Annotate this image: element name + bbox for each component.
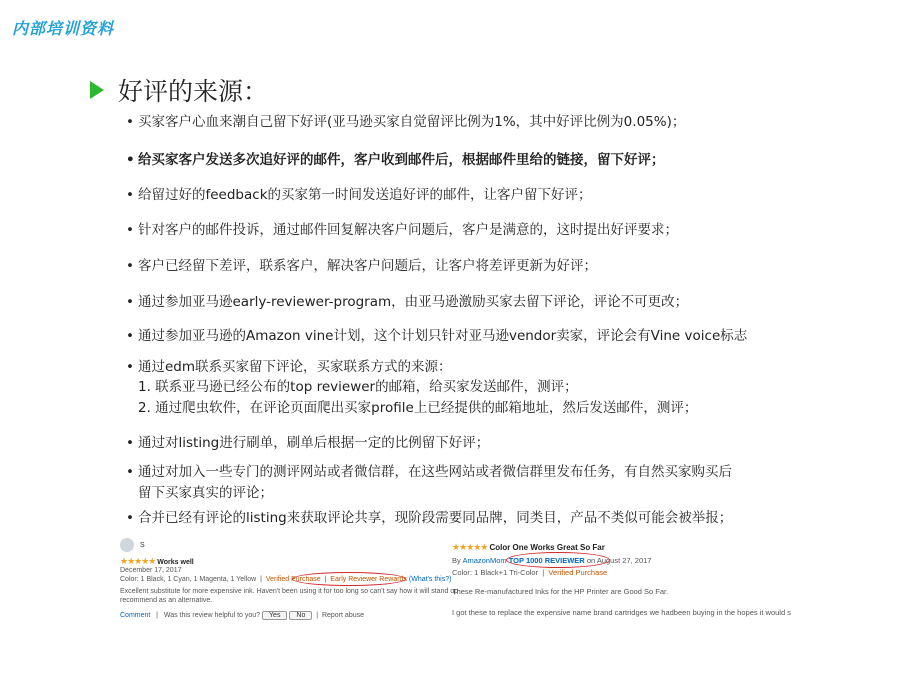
- highlight-circle: [506, 552, 610, 568]
- bullet-text: 通过对加入一些专门的测评网站或者微信群，在这些网站或者微信群里发布任务，有自然买家购买后: [138, 464, 732, 480]
- review-title: Color One Works Great So Far: [489, 543, 605, 552]
- arrow-bullet-icon: [90, 81, 104, 99]
- bullet-item: • 通过参加亚马逊early-reviewer-program，由亚马逊激励买家去留下评论，评论不可更改；: [126, 294, 689, 310]
- bullet-item: • 给留过好的feedback的买家第一时间发送追好评的邮件，让客户留下好评；: [126, 187, 592, 203]
- bullet-text: 给买家客户发送多次追好评的邮件，客户收到邮件后，根据邮件里给的链接，留下好评；: [138, 152, 665, 168]
- bullet-continuation: 留下买家真实的评论；: [138, 485, 273, 501]
- no-button[interactable]: No: [289, 611, 312, 620]
- review-body: I got these to replace the expensive name brand cartridges we hadbeen buying in the hopes it would s: [452, 608, 791, 617]
- slide-heading: [90, 72, 268, 108]
- bullet-text: 通过参加亚马逊early-reviewer-program，由亚马逊激励买家去留下评论，评论不可更改；: [138, 294, 689, 310]
- bullet-item: • 通过对加入一些专门的测评网站或者微信群，在这些网站或者微信群里发布任务，有自然买家购买后: [126, 464, 732, 480]
- bullet-text: 通过edm联系买家留下评论，买家联系方式的来源：: [138, 359, 452, 375]
- review-body: recommend as an alternative.: [120, 597, 213, 604]
- bullet-text: 给留过好的feedback的买家第一时间发送追好评的邮件，让客户留下好评；: [138, 187, 592, 203]
- highlight-circle: [292, 572, 406, 586]
- yes-button[interactable]: Yes: [262, 611, 287, 620]
- whats-this-link[interactable]: (What's this?): [408, 576, 452, 583]
- by-label: By: [452, 556, 461, 565]
- bullet-text: 客户已经留下差评，联系客户，解决客户问题后，让客户将差评更新为好评；: [138, 258, 597, 274]
- helpful-prompt: Was this review helpful to you?: [163, 612, 261, 619]
- verified-purchase-badge: Verified Purchase: [548, 568, 608, 577]
- bullet-text: 买家客户心血来潮自己留下好评(亚马逊买家自觉留评比例为1%，其中好评比例为0.05%)；: [138, 114, 686, 130]
- review-screenshot-early-reviewer: S ★★★★★ Works well December 17, 2017 Color: 1 Black, 1 Cyan, 1 Magenta, 1 Yellow | Verified Purchase | Early Reviewer Rewards (What's this?) Excellent substitute for more expensive ink. Haven't been using it for too long so can't say how it will stand up recommend as an alternative. Comment | Was this review helpful to you? Yes No | Report abuse: [120, 538, 440, 628]
- review-variant: Color: 1 Black, 1 Cyan, 1 Magenta, 1 Yellow: [120, 576, 257, 583]
- bullet-item: • 通过edm联系买家留下评论，买家联系方式的来源：: [126, 359, 452, 375]
- bullet-text: 通过对listing进行刷单，刷单后根据一定的比例留下好评；: [138, 435, 490, 451]
- review-variant: Color: 1 Black+1 Tri-Color: [452, 568, 539, 577]
- bullet-item: • 合并已经有评论的listing来获取评论共享，现阶段需要同品牌，同类目，产品不类似可能会被举报；: [126, 510, 733, 526]
- bullet-item: • 客户已经留下差评，联系客户，解决客户问题后，让客户将差评更新为好评；: [126, 258, 597, 274]
- bullet-item: • 买家客户心血来潮自己留下好评(亚马逊买家自觉留评比例为1%，其中好评比例为0.05%)；: [126, 114, 686, 130]
- comment-link[interactable]: Comment: [120, 612, 151, 619]
- bullet-text: 合并已经有评论的listing来获取评论共享，现阶段需要同品牌，同类目，产品不类似可能会被举报；: [138, 510, 733, 526]
- review-screenshot-top-reviewer: ★★★★★ Color One Works Great So Far By AmazonMom TOP 1000 REVIEWER on August 27, 2017 Color: 1 Black+1 Tri-Color | Verified Purchase These Re-manufactured Inks for the HP Printer are Good So Far. I got these to replace the expensive name brand cartridges we hadbeen buying in the hopes it would s: [452, 542, 791, 617]
- watermark: 内部培训资料: [12, 19, 115, 38]
- edm-sub-item-1: 1. 联系亚马逊已经公布的top reviewer的邮箱，给买家发送邮件，测评；: [138, 379, 578, 395]
- verified-purchase-badge: Verified Purchase: [265, 576, 321, 583]
- review-title: Works well: [157, 559, 194, 566]
- reviewer-name: S: [140, 542, 145, 549]
- edm-sub-item-2: 2. 通过爬虫软件，在评论页面爬出买家profile上已经提供的邮箱地址，然后发送邮件，测评；: [138, 400, 698, 416]
- slide-title: 好评的来源：: [118, 77, 269, 106]
- review-date: on August 27, 2017: [586, 556, 652, 565]
- bullet-text: 针对客户的邮件投诉，通过邮件回复解决客户问题后，客户是满意的，这时提出好评要求；: [138, 222, 678, 238]
- top-reviewer-badge: TOP 1000 REVIEWER: [508, 556, 585, 565]
- review-date: December 17, 2017: [120, 567, 182, 574]
- star-rating-icon: ★★★★★: [120, 556, 156, 566]
- early-reviewer-badge: Early Reviewer Rewards: [330, 576, 407, 583]
- bullet-item: • 给买家客户发送多次追好评的邮件，客户收到邮件后，根据邮件里给的链接，留下好评；: [126, 152, 665, 168]
- bullet-item: • 通过对listing进行刷单，刷单后根据一定的比例留下好评；: [126, 435, 490, 451]
- bullet-text: 通过参加亚马逊的Amazon vine计划，这个计划只针对亚马逊vendor卖家，评论会有Vine voice标志: [138, 328, 748, 344]
- review-body: These Re-manufactured Inks for the HP Printer are Good So Far.: [452, 587, 669, 596]
- report-abuse-link[interactable]: Report abuse: [321, 612, 364, 619]
- bullet-item: • 通过参加亚马逊的Amazon vine计划，这个计划只针对亚马逊vendor卖家，评论会有Vine voice标志: [126, 328, 748, 344]
- star-rating-icon: ★★★★★: [452, 542, 488, 552]
- avatar: [120, 538, 134, 552]
- review-body: Excellent substitute for more expensive ink. Haven't been using it for too long so can't say how it will stand up: [120, 588, 459, 595]
- bullet-item: • 针对客户的邮件投诉，通过邮件回复解决客户问题后，客户是满意的，这时提出好评要求；: [126, 222, 678, 238]
- reviewer-name-link[interactable]: AmazonMom: [462, 556, 507, 565]
